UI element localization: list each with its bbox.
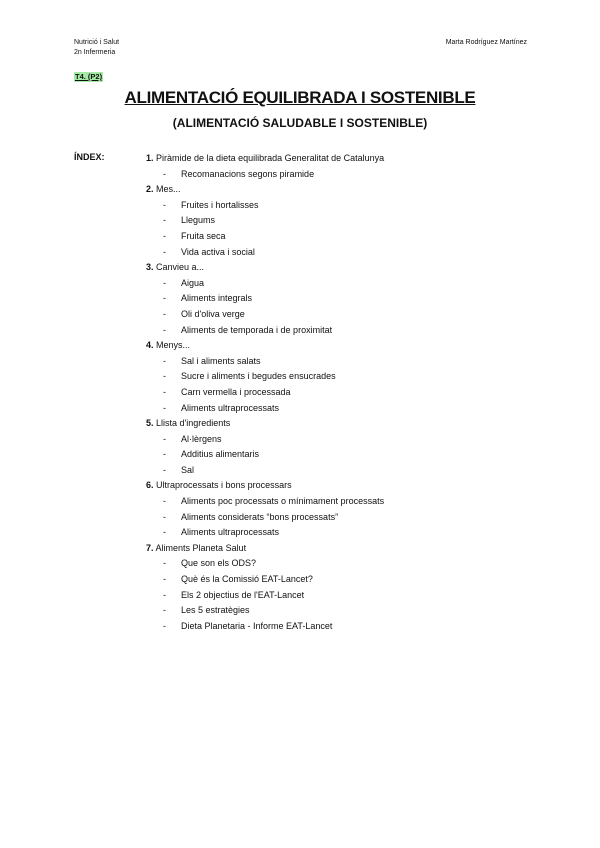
toc-item xyxy=(146,385,384,401)
bullet-dash: - xyxy=(163,386,166,397)
section-number: 2. xyxy=(146,184,154,195)
toc-item-label: Oli d'oliva verge xyxy=(181,308,245,319)
toc-item-label: Aliments poc processats o mínimament processats xyxy=(181,496,385,507)
toc-item-label: Aliments ultraprocessats xyxy=(181,527,280,538)
toc-item xyxy=(146,588,384,604)
toc-item-label: Aliments integrals xyxy=(181,293,253,304)
bullet-dash: - xyxy=(163,355,166,366)
table-of-contents xyxy=(146,151,384,634)
toc-item xyxy=(146,603,384,619)
toc-item-label: Les 5 estratègies xyxy=(181,605,250,616)
bullet-dash: - xyxy=(163,246,166,257)
section-number: 7. xyxy=(146,542,154,553)
toc-item-label: Fruita seca xyxy=(181,230,226,241)
bullet-dash: - xyxy=(163,168,166,179)
section-title: Mes... xyxy=(156,184,181,195)
bullet-dash: - xyxy=(163,324,166,335)
toc-item xyxy=(146,354,384,370)
toc-item xyxy=(146,229,384,245)
toc-item xyxy=(146,463,384,479)
section-number: 3. xyxy=(146,262,154,273)
toc-item xyxy=(146,572,384,588)
toc-item-label: Què és la Comissió EAT-Lancet? xyxy=(181,574,313,585)
section-title: Piràmide de la dieta equilibrada Generalitat de Catalunya xyxy=(156,153,385,163)
bullet-dash: - xyxy=(163,558,166,569)
toc-item-label: Sucre i aliments i begudes ensucrades xyxy=(181,371,336,382)
toc-item-label: Els 2 objectius de l'EAT-Lancet xyxy=(181,589,305,600)
toc-item-label: Al·lèrgens xyxy=(181,433,222,444)
section-number: 6. xyxy=(146,480,154,491)
toc-item xyxy=(146,525,384,541)
bullet-dash: - xyxy=(163,511,166,522)
section-title: Ultraprocessats i bons processars xyxy=(156,480,292,491)
bullet-dash: - xyxy=(163,574,166,585)
toc-item-label: Sal xyxy=(181,464,195,475)
bullet-dash: - xyxy=(163,215,166,226)
toc-section xyxy=(146,151,384,167)
index-label: ÍNDEX: xyxy=(74,152,105,162)
toc-item xyxy=(146,556,384,572)
section-title: Menys... xyxy=(156,340,191,351)
section-number: 5. xyxy=(146,418,154,429)
bullet-dash: - xyxy=(163,230,166,241)
toc-section xyxy=(146,478,384,494)
bullet-dash: - xyxy=(163,464,166,475)
toc-item xyxy=(146,291,384,307)
toc-item xyxy=(146,245,384,261)
toc-item-label: Recomanacions segons piramide xyxy=(181,168,315,179)
section-title: Llista d'ingredients xyxy=(156,418,231,429)
toc-item xyxy=(146,494,384,510)
bullet-dash: - xyxy=(163,371,166,382)
header-course: 2n Infermeria xyxy=(74,49,116,56)
toc-item xyxy=(146,619,384,635)
section-number: 4. xyxy=(146,340,154,351)
toc-item-label: Aigua xyxy=(181,277,205,288)
toc-item-label: Carn vermella i processada xyxy=(181,386,291,397)
toc-item-label: Que son els ODS? xyxy=(181,558,257,569)
page-subtitle: (ALIMENTACIÓ SALUDABLE I SOSTENIBLE) xyxy=(172,116,428,130)
bullet-dash: - xyxy=(163,496,166,507)
toc-section xyxy=(146,260,384,276)
bullet-dash: - xyxy=(163,199,166,210)
toc-item-label: Additius alimentaris xyxy=(181,449,260,460)
toc-item xyxy=(146,213,384,229)
bullet-dash: - xyxy=(163,308,166,319)
bullet-dash: - xyxy=(163,620,166,631)
toc-item xyxy=(146,276,384,292)
toc-item-label: Fruites i hortalisses xyxy=(181,199,259,210)
toc-item-label: Aliments ultraprocessats xyxy=(181,402,280,413)
toc-item-label: Aliments considerats “bons processats” xyxy=(181,511,339,522)
bullet-dash: - xyxy=(163,605,166,616)
header-author: Marta Rodríguez Martínez xyxy=(445,39,527,46)
toc-item xyxy=(146,369,384,385)
bullet-dash: - xyxy=(163,293,166,304)
toc-item xyxy=(146,401,384,417)
bullet-dash: - xyxy=(163,277,166,288)
bullet-dash: - xyxy=(163,402,166,413)
bullet-dash: - xyxy=(163,433,166,444)
section-title: Aliments Planeta Salut xyxy=(155,542,247,553)
topic-tag: T4. (P2) xyxy=(75,72,103,81)
toc-item-label: Vida activa i social xyxy=(181,246,255,257)
bullet-dash: - xyxy=(163,527,166,538)
toc-item xyxy=(146,307,384,323)
toc-item-label: Llegums xyxy=(181,215,216,226)
toc-item xyxy=(146,198,384,214)
toc-section xyxy=(146,338,384,354)
toc-item xyxy=(146,323,384,339)
toc-item xyxy=(146,432,384,448)
toc-section xyxy=(146,416,384,432)
page-title: ALIMENTACIÓ EQUILIBRADA I SOSTENIBLE xyxy=(124,88,476,107)
toc-item-label: Dieta Planetaria - Informe EAT-Lancet xyxy=(181,620,333,631)
toc-item xyxy=(146,167,384,183)
toc-item-label: Aliments de temporada i de proximitat xyxy=(181,324,333,335)
toc-item-label: Sal i aliments salats xyxy=(181,355,261,366)
header-left xyxy=(74,38,119,58)
bullet-dash: - xyxy=(163,449,166,460)
toc-item xyxy=(146,447,384,463)
toc-item xyxy=(146,510,384,526)
header-subject: Nutrició i Salut xyxy=(74,39,120,46)
section-number: 1. xyxy=(146,153,154,163)
toc-section xyxy=(146,541,384,557)
bullet-dash: - xyxy=(163,589,166,600)
toc-section xyxy=(146,182,384,198)
section-title: Canvieu a... xyxy=(156,262,205,273)
